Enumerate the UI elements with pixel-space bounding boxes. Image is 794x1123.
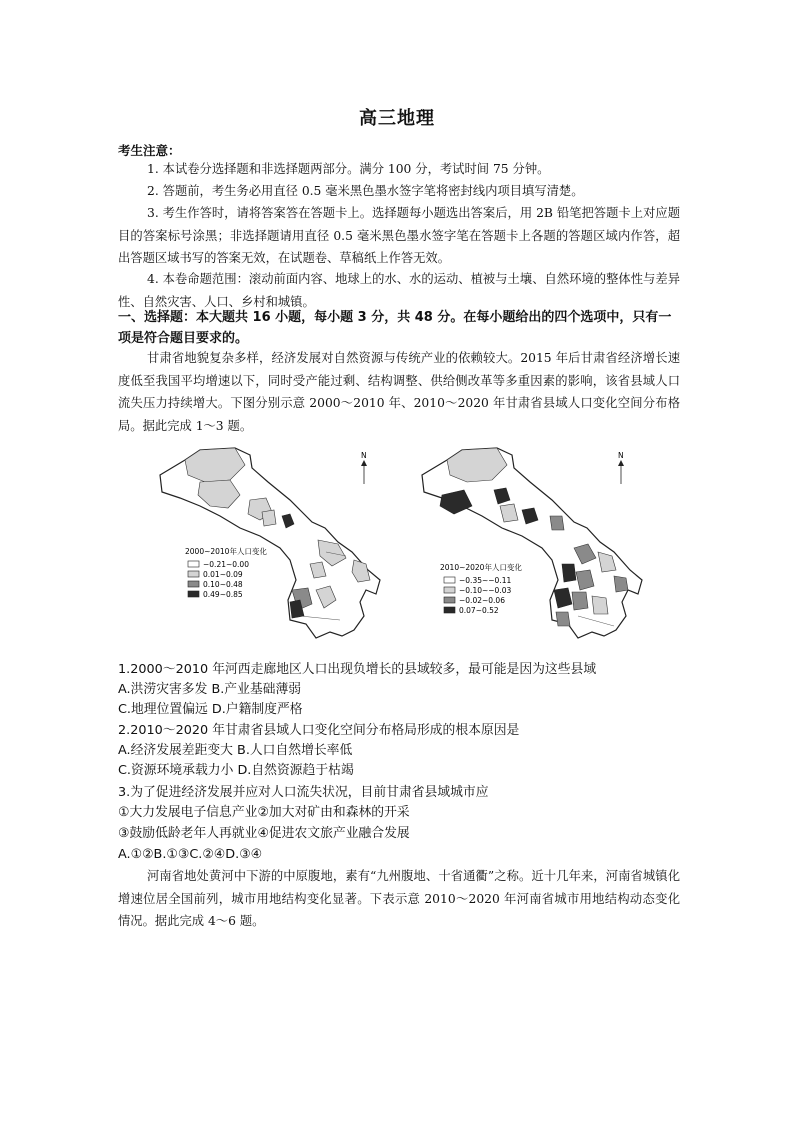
question-3-options-3: A.①②B.①③C.②④D.③④: [118, 847, 263, 862]
region-right-e: [550, 516, 564, 530]
question-3-options-1: ①大力发展电子信息产业②加大对矿由和森林的开采: [118, 805, 410, 820]
svg-text:N: N: [361, 451, 367, 460]
question-1-options-1: A.洪涝灾害多发 B.产业基础薄弱: [118, 682, 302, 697]
region-right-i: [562, 564, 576, 582]
notice-item-4: 4. 本卷命题范围：滚动前面内容、地球上的水、水的运动、植被与土壤、自然环境的整体性与差异性、自然灾害、人口、乡村和城镇。: [118, 272, 680, 309]
map-2010-2020: [422, 448, 642, 638]
question-3-stem: 3.为了促进经济发展并应对人口流失状况，目前甘肃省县域城市应: [118, 785, 489, 800]
legend-title-left: 2000~2010年人口变化: [185, 547, 267, 556]
legend-title-right: 2010~2020年人口变化: [440, 563, 522, 572]
legend-swatch-left-2: [188, 571, 199, 577]
legend-class-right-1: −0.35~−0.11: [459, 576, 512, 585]
question-1-options-2: C.地理位置偏远 D.户籍制度严格: [118, 702, 303, 717]
question-2-options-1: A.经济发展差距变大 B.人口自然增长率低: [118, 743, 353, 758]
notice-item-1: 1. 本试卷分选择题和非选择题两部分。满分 100 分，考试时间 75 分钟。: [147, 162, 550, 176]
map-2000-2010: [160, 448, 380, 638]
legend-swatch-left-4: [188, 591, 199, 597]
svg-text:N: N: [618, 451, 624, 460]
region-right-n: [556, 612, 570, 626]
legend-class-left-3: 0.10~0.48: [203, 580, 243, 589]
question-1-stem: 1.2000～2010 年河西走廊地区人口出现负增长的县域较多，最可能是因为这些县域: [118, 662, 597, 677]
legend-swatch-right-2: [444, 587, 455, 593]
legend-swatch-left-1: [188, 561, 199, 567]
legend-class-right-2: −0.10~−0.03: [459, 586, 512, 595]
region-right-l: [572, 592, 588, 610]
question-3-options-2: ③鼓励低龄老年人再就业④促进农文旅产业融合发展: [118, 826, 410, 841]
north-arrow-icon: [361, 451, 367, 484]
legend-class-right-3: −0.02~0.06: [459, 596, 505, 605]
gansu-population-maps: [140, 440, 660, 660]
notice-heading: 考生注意：: [118, 143, 181, 158]
legend-swatch-right-3: [444, 597, 455, 603]
legend-class-left-2: 0.01~0.09: [203, 570, 243, 579]
notice-item-2: 2. 答题前，考生务必用直径 0.5 毫米黑色墨水签字笔将密封线内项目填写清楚。: [147, 184, 584, 198]
legend-class-right-4: 0.07~0.52: [459, 606, 499, 615]
legend-swatch-left-3: [188, 581, 199, 587]
north-arrow-icon: [618, 451, 624, 484]
legend-swatch-right-1: [444, 577, 455, 583]
page-title: 高三地理: [359, 108, 435, 129]
region-right-o: [614, 576, 628, 592]
legend-class-left-4: 0.49~0.85: [203, 590, 243, 599]
material-gansu: 甘肃省地貌复杂多样，经济发展对自然资源与传统产业的依赖较大。2015 年后甘肃省经济增长速度低至我国平均增速以下，同时受产能过剩、结构调整、供给侧改革等多重因素的影响，该省县域人口流失压力持续增大。下图分别示意 2000～2010 年、2010～2020 年甘肃省县域人口变化空间分布格局。据此完成 1～3 题。: [118, 351, 680, 433]
question-2-options-2: C.资源环境承载力小 D.自然资源趋于枯竭: [118, 763, 354, 778]
question-2-stem: 2.2010～2020 年甘肃省县域人口变化空间分布格局形成的根本原因是: [118, 723, 520, 738]
region-right-m: [592, 596, 608, 614]
legend-swatch-right-4: [444, 607, 455, 613]
region-left-e: [262, 510, 276, 526]
material-henan: 河南省地处黄河中下游的中原腹地，素有“九州腹地、十省通衢”之称。近十几年来，河南省城镇化增速位居全国前列，城市用地结构变化显著。下表示意 2010～2020 年河南省城市用地结构动态变化情况。据此完成 4～6 题。: [118, 869, 680, 928]
notice-item-3: 3. 考生作答时，请将答案答在答题卡上。选择题每小题选出答案后，用 2B 铅笔把答题卡上对应题目的答案标号涂黑；非选择题请用直径 0.5 毫米黑色墨水签字笔在答题卡上各题的答题区域内作答，超出答题区域书写的答案无效，在试题卷、草稿纸上作答无效。: [118, 206, 680, 265]
section-heading: 一、选择题：本大题共 16 小题，每小题 3 分，共 48 分。在每小题给出的四个选项中，只有一项是符合题目要求的。: [118, 310, 672, 346]
legend-class-left-1: −0.21~0.00: [203, 560, 249, 569]
